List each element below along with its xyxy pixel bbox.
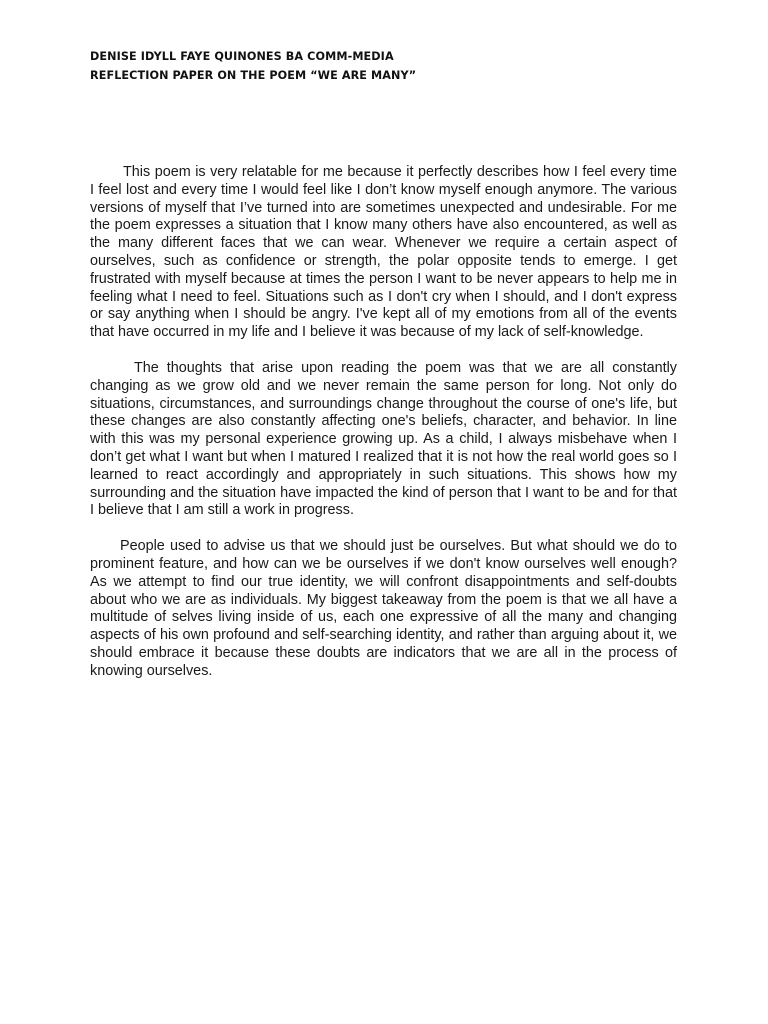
paragraph-1: This poem is very relatable for me because it perfectly describes how I feel every time I feel lost and every time I would feel like I don’t know myself enough anymore. The various versions of myself that I’ve turned into are sometimes unexpected and undesirable. For me the poem expresses a situation that I know many others have also encountered, as well as the many different faces that we can wear. Whenever we require a certain aspect of ourselves, such as confidence or strength, the polar opposite tends to emerge. I get frustrated with myself because at times the person I want to be never appears to help me in feeling what I need to feel. Situations such as I don't cry when I should, and I don't express or say anything when I should be angry. I've kept all of my emotions from all of the events that have occurred in my life and I believe it was because of my lack of self-knowledge.: [90, 164, 677, 341]
author-line: DENISE IDYLL FAYE QUINONES BA COMM-MEDIA: [90, 50, 394, 63]
document-body: [90, 164, 677, 681]
paragraph-3: People used to advise us that we should just be ourselves. But what should we do to prominent feature, and how can we be ourselves if we don't know ourselves well enough? As we attempt to find our true identity, we will confront disappointments and self-doubts about who we are as individuals. My biggest takeaway from the poem is that we all have a multitude of selves living inside of us, each one expressive of all the many and changing aspects of his own profound and self-searching identity, and rather than arguing about it, we should embrace it because these doubts are indicators that we are all in the process of knowing ourselves.: [90, 538, 677, 679]
document-header: [90, 47, 690, 85]
title-line: REFLECTION PAPER ON THE POEM “WE ARE MANY”: [90, 69, 417, 82]
paragraph-2: The thoughts that arise upon reading the poem was that we are all constantly changing as we grow old and we never remain the same person for long. Not only do situations, circumstances, and surroundings change throughout the course of one's life, but these changes are also constantly affecting one's beliefs, character, and behavior. In line with this was my personal experience growing up. As a child, I always misbehave when I don’t get what I want but when I matured I realized that it is not how the real world goes so I learned to react accordingly and appropriately in such situations. This shows how my surrounding and the situation have impacted the kind of person that I want to be and for that I believe that I am still a work in progress.: [90, 359, 677, 519]
